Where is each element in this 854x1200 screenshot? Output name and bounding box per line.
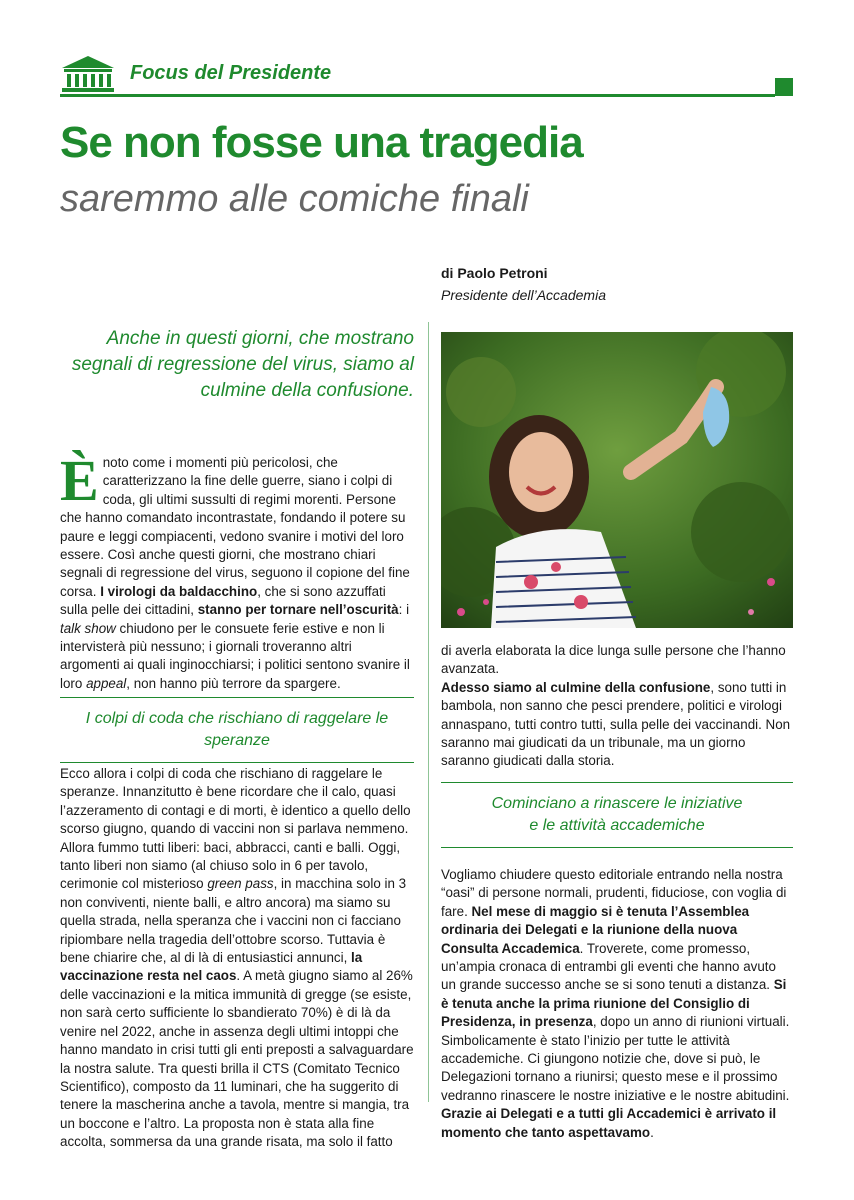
woman-holding-mask-illustration bbox=[441, 332, 793, 628]
header-rule bbox=[60, 94, 775, 97]
section-label: Focus del Presidente bbox=[130, 62, 332, 84]
subhead-left: I colpi di coda che rischiano di raggelare le speranze bbox=[60, 697, 414, 763]
author-role: Presidente dell’Accademia bbox=[441, 287, 606, 303]
left-column-body bbox=[60, 765, 414, 1152]
author-name: di Paolo Petroni bbox=[441, 265, 548, 281]
subhead-right: Cominciano a rinascere le iniziative e le attività accademiche bbox=[441, 782, 793, 848]
body-paragraph: Vogliamo chiudere questo editoriale entrando nella nostra “oasi” di persone normali, prudenti, fiduciose, con voglia di fare. Nel mese di maggio si è tenuta l’Assemblea ordinaria dei Delegati e la riunione della nuova Consulta Accademica. Troverete, come promesso, un’ampia cronaca di entrambi gli eventi che hanno avuto un grande successo anche se si sono tenuti a distanza. Si è tenuta anche la prima riunione del Consiglio di Presidenza, in presenza, dopo un anno di riunioni virtuali. Simbolicamente è stato l’inizio per tutte le attività accademiche. Ci giungono notizie che, dove si può, le Delegazioni tornano a riunirsi; questo mese e il prossimo vedranno rinascere le nostre iniziative e le nostre abitudini. Grazie ai Delegati e a tutti gli Accademici è arrivato il momento che tanto aspettavamo. bbox=[441, 867, 790, 1140]
article-photo bbox=[441, 332, 793, 628]
intro-paragraph: È noto come i momenti più pericolosi, che caratterizzano la fine delle guerre, siano i colpi di coda, gli ultimi sussulti di regimi morenti. Persone che hanno comandato incontrastate, fondando il potere su paure e leggi compiacenti, vedono svanire i motivi del loro essere. Così anche questi giorni, che mostrano chiari segnali di regressione del virus, seguono il copione del fine corsa. I virologi da baldacchino, che si sono azzuffati sulla pelle dei cittadini, stanno per tornare nell’oscurità: i talk show chiudono per le consuete ferie estive e non li intervisterà più nessuno; i giornali troveranno altri argomenti ai quali inginocchiarsi; i politici sentono svanire il loro appeal, non hanno più terrore da spargere. bbox=[60, 448, 410, 691]
page-header bbox=[60, 52, 793, 98]
article-title: Se non fosse una tragedia bbox=[60, 118, 583, 167]
right-column-closing bbox=[441, 866, 793, 1142]
temple-icon bbox=[60, 54, 116, 94]
pull-quote: Anche in questi giorni, che mostrano segnali di regressione del virus, siamo al culmine della confusione. bbox=[71, 328, 414, 401]
body-paragraph: Ecco allora i colpi di coda che rischiano di raggelare le speranze. Innanzitutto è bene ricordare che il calo, quasi l’azzeramento di contagi e di morti, è identico a quello dello scorso giugno, quando di vaccini non si parlava nemmeno. Allora fummo tutti liberi: baci, abbracci, canti e balli. Oggi, tanto liberi non siamo (al chiuso solo in 6 per tavolo, cerimonie col misterioso green pass, in macchina solo in 3 non conviventi, niente balli, e altro ancora) ma siamo su quella strada, nella speranza che i vaccini non ci facciano ripiombare nella tragedia dell’ottobre scorso. Tuttavia è bene chiarire che, al di là di entusiastici annunci, la vaccinazione resta nel caos. A metà giugno siamo al 26% delle vaccinazioni e la mitica immunità di gregge (se esiste, non sarà certo sufficiente lo sbandierato 70%) è di là da venire nel 2022, anche in assenza degli ultimi intoppi che hanno mandato in crisi tutti gli enti preposti a salvaguardare la nostra salute. Tra questi brilla il CTS (Comitato Tecnico Scientifico), composto da 11 luminari, che ha suggerito di tenere la mascherina anche a tavola, mentre si mangia, tra un boccone e l’altro. La proposta non è stata alla fine accolta, sommersa da una grande risata, ma solo il fatto bbox=[60, 766, 414, 1150]
body-paragraph: di averla elaborata la dice lunga sulle persone che l’hanno avanzata. bbox=[441, 643, 786, 677]
body-paragraph: Adesso siamo al culmine della confusione, sono tutti in bambola, non sanno che pesci prendere, politici e virologi annaspano, tutti contro tutti, sulla pelle dei vaccinandi. Non saranno mai giudicati da un tribunale, ma un giorno saranno giudicati dalla storia. bbox=[441, 679, 791, 769]
column-divider bbox=[428, 322, 429, 1102]
byline bbox=[441, 262, 606, 306]
article-subtitle: saremmo alle comiche finali bbox=[60, 178, 529, 220]
right-column-body bbox=[441, 642, 793, 771]
header-corner-square bbox=[775, 78, 793, 96]
left-column-intro bbox=[60, 448, 414, 693]
drop-cap: È bbox=[60, 448, 99, 513]
